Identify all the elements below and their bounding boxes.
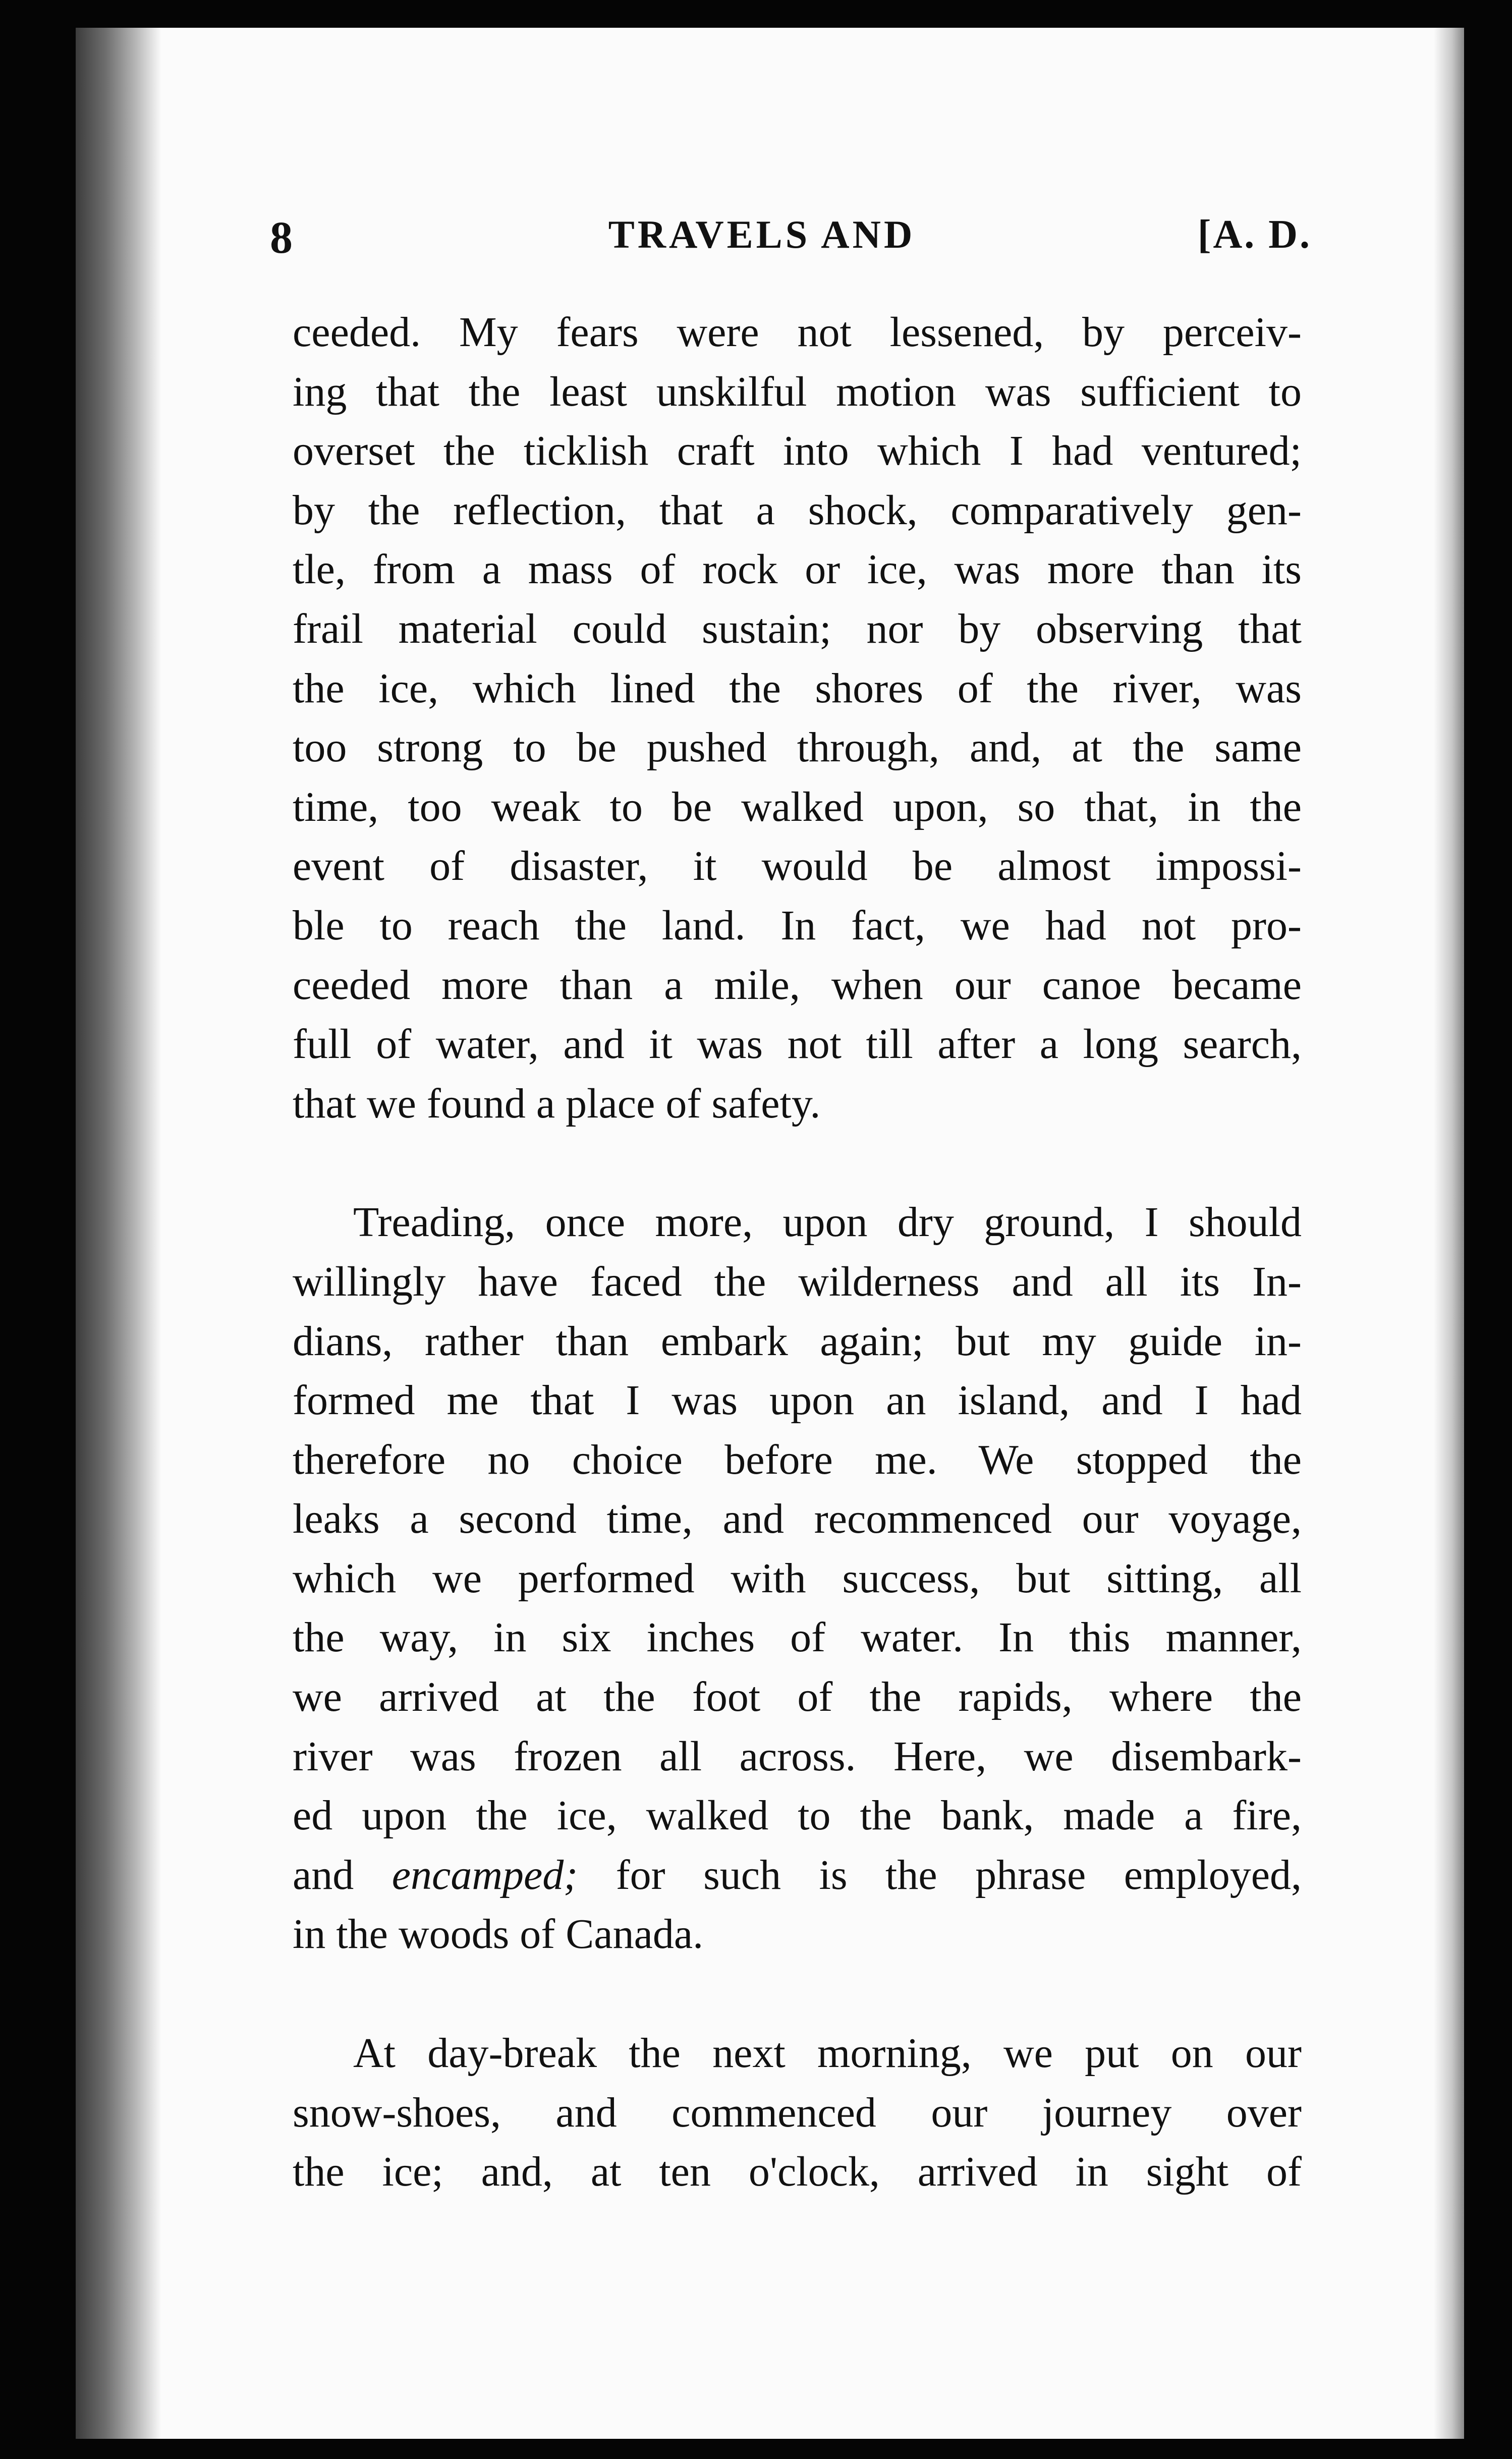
running-head bbox=[212, 182, 1312, 272]
paragraph-gap bbox=[293, 1964, 1302, 2024]
text-line: ble to reach the land. In fact, we had not pro- bbox=[293, 902, 1302, 949]
text-line: Treading, once more, upon dry ground, I should bbox=[353, 1199, 1302, 1246]
running-head-title: TRAVELS AND bbox=[608, 212, 916, 256]
scan-border-bottom bbox=[0, 2439, 1512, 2459]
body-text bbox=[293, 303, 1302, 2202]
running-head-date: [A. D. bbox=[1197, 212, 1312, 257]
scan-border-top bbox=[0, 0, 1512, 28]
text-line: by the reflection, that a shock, comparatively gen- bbox=[293, 486, 1302, 534]
text-line: At day-break the next morning, we put on our bbox=[353, 2030, 1302, 2077]
text-line: we arrived at the foot of the rapids, where the bbox=[293, 1673, 1302, 1721]
page-number: 8 bbox=[270, 213, 293, 263]
text-line: in the woods of Canada. bbox=[293, 1911, 704, 1958]
text-line-encamped bbox=[293, 1846, 1302, 1905]
scan-border-right bbox=[1464, 0, 1512, 2459]
italic-word: encamped; bbox=[391, 1851, 578, 1898]
text-line: frail material could sustain; nor by observing that bbox=[293, 605, 1302, 652]
paragraph-3 bbox=[293, 2024, 1302, 2202]
text-line: which we performed with success, but sitting, all bbox=[293, 1554, 1302, 1602]
text-line: ceeded. My fears were not lessened, by perceiv- bbox=[293, 309, 1302, 356]
text-line: overset the ticklish craft into which I had ventured; bbox=[293, 427, 1302, 475]
text-line: event of disaster, it would be almost impossi- bbox=[293, 843, 1302, 890]
text-line: that we found a place of safety. bbox=[293, 1080, 821, 1127]
text-line: ceeded more than a mile, when our canoe became bbox=[293, 961, 1302, 1009]
page-gutter-shadow bbox=[76, 28, 161, 2439]
text-line: ing that the least unskilful motion was sufficient to bbox=[293, 368, 1302, 415]
text-line: the ice, which lined the shores of the river, was bbox=[293, 664, 1302, 712]
text-line: snow-shoes, and commenced our journey over bbox=[293, 2089, 1302, 2136]
text-line: therefore no choice before me. We stopped the bbox=[293, 1436, 1302, 1483]
text-line: formed me that I was upon an island, and I had bbox=[293, 1377, 1302, 1424]
paragraph-1 bbox=[293, 303, 1302, 1133]
page-edge-shadow bbox=[1434, 28, 1464, 2439]
scan-border-left bbox=[0, 0, 76, 2459]
text-line: leaks a second time, and recommenced our voyage, bbox=[293, 1495, 1302, 1543]
text-line: too strong to be pushed through, and, at the same bbox=[293, 724, 1302, 771]
text-line: willingly have faced the wilderness and all its In- bbox=[293, 1258, 1302, 1305]
text-fragment: for such is the phrase employed, bbox=[578, 1851, 1302, 1898]
text-line: tle, from a mass of rock or ice, was more than its bbox=[293, 546, 1302, 593]
text-line: river was frozen all across. Here, we disembark- bbox=[293, 1733, 1302, 1780]
text-line: dians, rather than embark again; but my guide in- bbox=[293, 1317, 1302, 1365]
paragraph-2 bbox=[293, 1193, 1302, 1964]
text-line: the way, in six inches of water. In this manner, bbox=[293, 1614, 1302, 1661]
text-line: ed upon the ice, walked to the bank, made a fire, bbox=[293, 1792, 1302, 1839]
text-line: the ice; and, at ten o'clock, arrived in sight of bbox=[293, 2148, 1302, 2196]
text-line: full of water, and it was not till after a long search, bbox=[293, 1021, 1302, 1068]
paragraph-gap bbox=[293, 1133, 1302, 1193]
text-fragment: and bbox=[293, 1851, 392, 1898]
text-line: time, too weak to be walked upon, so that, in the bbox=[293, 783, 1302, 830]
